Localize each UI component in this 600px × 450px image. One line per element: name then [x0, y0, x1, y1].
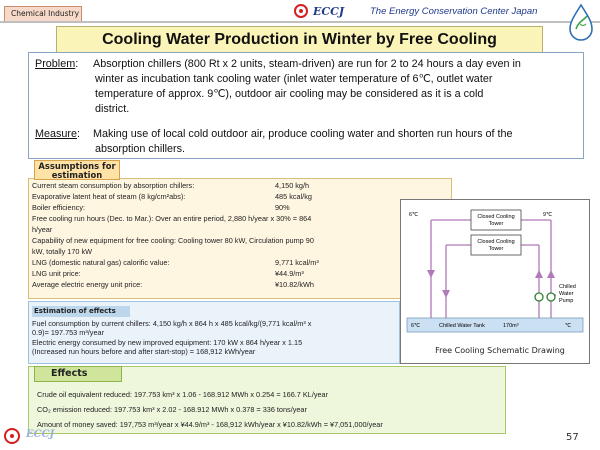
effect-line: Amount of money saved: 197,753 m³/year x ¥44.9/m³ - 168,912 kWh/year x ¥10.82/kWh = ¥7,051,000/year — [37, 420, 383, 429]
header-divider — [0, 21, 600, 23]
measure-line: absorption chillers. — [95, 143, 186, 155]
cooling-tower-1 — [471, 210, 521, 230]
temp-left-bottom: 6℃ — [411, 323, 421, 329]
assumption-row: h/year — [32, 225, 53, 234]
tower1-label-line2: Tower — [488, 221, 504, 227]
organization-name: The Energy Conservation Center Japan — [370, 6, 538, 17]
problem-line: Absorption chillers (800 Rt x 2 units, steam-driven) are run for 2 to 24 hours a day even in — [93, 58, 521, 70]
assumptions-tag: Assumptions for estimation — [34, 160, 120, 180]
effect-line: CO₂ emission reduced: 197.753 km³ x 2.02 - 168.912 MWh x 0.378 = 336 tons/year — [37, 405, 307, 414]
arrow-down-icon — [442, 290, 450, 298]
temp-left-top: 6℃ — [409, 212, 419, 218]
assumption-row: LNG (domestic natural gas) calorific value: 9,771 kcal/m³ — [32, 258, 319, 267]
category-tab: Chemical Industry — [4, 6, 82, 22]
tank-volume: 170m³ — [503, 323, 519, 329]
problem-line: district. — [95, 103, 130, 115]
tower2-label-line1: Closed Cooling — [477, 239, 515, 245]
eccj-logo-icon — [294, 4, 308, 18]
estimation-line: 0.9)= 197.753 m³/year — [32, 328, 104, 337]
cooling-tower-2 — [471, 235, 521, 255]
effect-line: Crude oil equivalent reduced: 197.753 km³ x 1.06 - 168.912 MWh x 0.254 = 166.7 KL/year — [37, 390, 329, 399]
temp-right-bottom: ℃ — [565, 323, 572, 329]
effects-tag: Effects — [34, 366, 122, 382]
estimation-tag: Estimation of effects — [32, 306, 130, 317]
assumption-row: Boiler efficiency: 90% — [32, 203, 290, 212]
problem-measure-panel: Problem: Absorption chillers (800 Rt x 2 units, steam-driven) are run for 2 to 24 hours a day even in winter as incubation tank cooling water (inlet water temperature of 6℃, outlet water temperature of approx. 9℃), outdoor air cooling may be considered as it is a cold district. Measure: Making use of local cold outdoor air, produce cooling water and shorten run hours of the absorption chillers. — [28, 52, 584, 159]
free-cooling-schematic — [400, 199, 590, 364]
assumption-row: kW, totally 170 kW — [32, 247, 93, 256]
problem-line: temperature of approx. 9℃), outdoor air cooling may be considered as it is a cold — [95, 88, 484, 100]
pump-label-line2: Water — [559, 291, 574, 297]
assumption-row: Current steam consumption by absorption chillers: 4,150 kg/h — [32, 181, 310, 190]
tower1-label-line1: Closed Cooling — [477, 214, 515, 220]
footer-logo — [4, 428, 64, 446]
estimation-line: Fuel consumption by current chillers: 4,150 kg/h x 864 h x 485 kcal/kg/(9,771 kcal/m³ x — [32, 319, 312, 328]
pump-label-line1: Chilled — [559, 284, 576, 290]
pump-1-icon — [535, 293, 543, 301]
estimation-line: Electric energy consumed by new improved equipment: 170 kW x 864 h/year x 1.15 — [32, 338, 303, 347]
schematic-caption: Free Cooling Schematic Drawing — [435, 346, 565, 355]
temp-right-top: 9℃ — [543, 212, 553, 218]
schematic-drawing — [401, 200, 589, 363]
page-title: Cooling Water Production in Winter by Free Cooling — [56, 26, 543, 54]
arrow-down-icon — [427, 270, 435, 278]
tank-label: Chilled Water Tank — [439, 323, 485, 329]
assumption-row: LNG unit price: ¥44.9/m³ — [32, 269, 304, 278]
pump-2-icon — [547, 293, 555, 301]
assumptions-panel — [28, 178, 452, 299]
logo-text: ECCJ — [313, 5, 345, 18]
pump-label-line3: Pump — [559, 298, 574, 304]
estimation-line: (Increased run hours before and after start-stop) = 168,912 kWh/year — [32, 347, 256, 356]
assumption-row: Evaporative latent heat of steam (8 kg/cm²abs): 485 kcal/kg — [32, 192, 312, 201]
problem-label: Problem — [35, 58, 76, 70]
measure-line: Making use of local cold outdoor air, produce cooling water and shorten run hours of the — [93, 128, 513, 140]
problem-line: winter as incubation tank cooling water (inlet water temperature of 6℃, outlet water — [95, 73, 493, 85]
measure-label: Measure — [35, 128, 78, 140]
chilled-water-tank — [407, 318, 583, 332]
eccj-logo — [294, 4, 364, 20]
assumption-row: Average electric energy unit price: ¥10.82/kWh — [32, 280, 314, 289]
arrow-up-icon — [547, 270, 555, 278]
footer-logo-text: ECCJ — [26, 429, 55, 440]
tower2-label-line2: Tower — [488, 246, 504, 252]
assumption-row: Capability of new equipment for free cooling: Cooling tower 80 kW, Circulation pump 90 — [32, 236, 314, 245]
leaf-drop-icon — [566, 2, 596, 42]
assumption-row: Free cooling run hours (Dec. to Mar.): Over an entire period, 2,880 h/year x 30% = 864 — [32, 214, 312, 223]
arrow-up-icon — [535, 270, 543, 278]
footer-logo-icon — [4, 428, 20, 444]
page-number: 57 — [566, 432, 579, 443]
